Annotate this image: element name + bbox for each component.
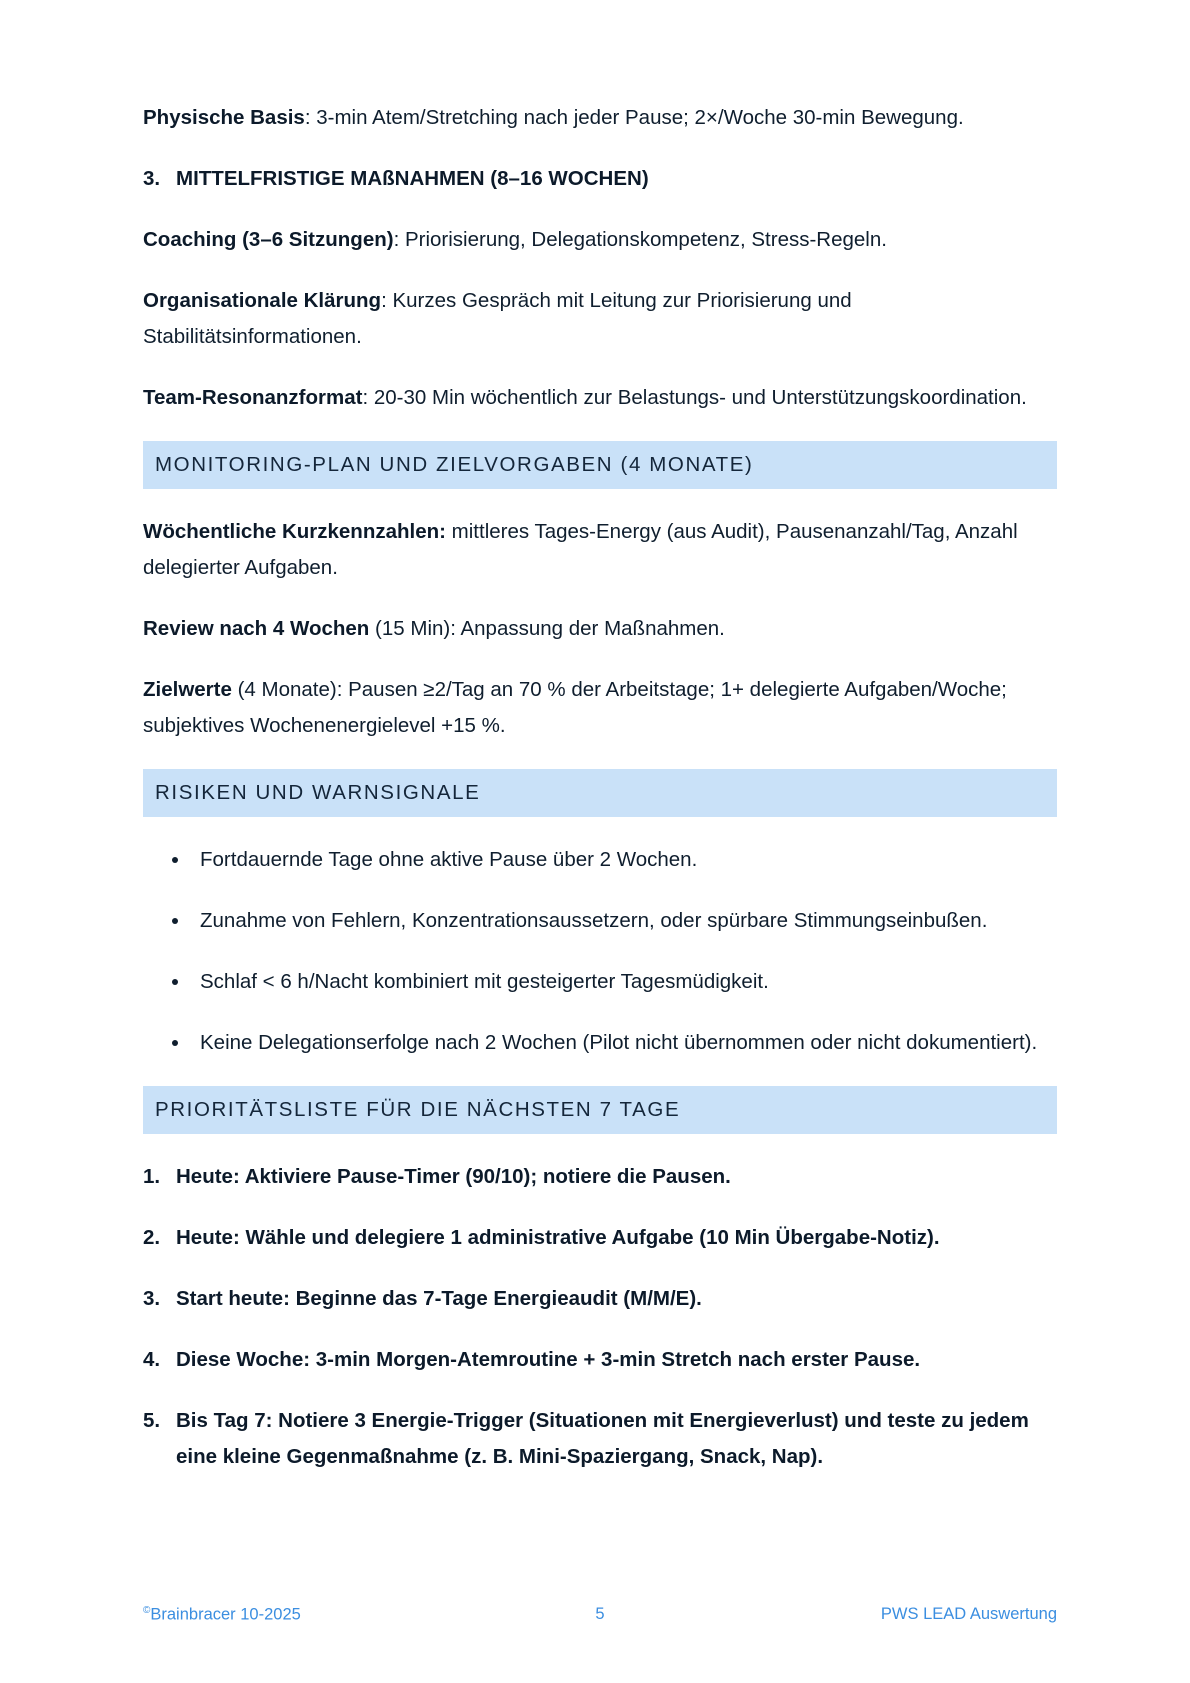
- paragraph-physische-basis: [143, 100, 1057, 136]
- paragraph-label: Review nach 4 Wochen: [143, 617, 370, 640]
- paragraph-text: : Kurzes Gespräch mit Leitung zur Priorisierung und Stabilitätsinformationen.: [143, 289, 852, 348]
- risk-list: [143, 842, 1057, 1061]
- list-item: [143, 1159, 1057, 1195]
- list-item: [143, 1403, 1057, 1475]
- copyright-mark: ©: [143, 1605, 151, 1616]
- list-item-text: Diese Woche: 3-min Morgen-Atemroutine + 3-min Stretch nach erster Pause.: [176, 1348, 921, 1371]
- paragraph-label: Organisationale Klärung: [143, 289, 382, 312]
- list-item-number: 1.: [143, 1165, 161, 1188]
- list-item: [143, 1220, 1057, 1256]
- paragraph-text: : 20-30 Min wöchentlich zur Belastungs- und Unterstützungskoordination.: [362, 386, 1027, 409]
- section-title: MITTELFRISTIGE MAßNAHMEN (8–16 WOCHEN): [176, 167, 649, 190]
- section-bar-prioritaeten: PRIORITÄTSLISTE FÜR DIE NÄCHSTEN 7 TAGE: [143, 1086, 1057, 1134]
- paragraph-text: mittleres Tages-Energy (aus Audit), Pausenanzahl/Tag, Anzahl delegierter Aufgaben.: [143, 520, 1018, 579]
- paragraph-organisationale-klaerung: [143, 283, 1057, 355]
- bullet-icon: [172, 918, 178, 924]
- paragraph-text: : Priorisierung, Delegationskompetenz, Stress-Regeln.: [393, 228, 887, 251]
- paragraph-label: Coaching (3–6 Sitzungen): [143, 228, 394, 251]
- section-bar-risiken: RISIKEN UND WARNSIGNALE: [143, 769, 1057, 817]
- section-heading-mittelfristig: [143, 161, 1057, 197]
- priority-list: [143, 1159, 1057, 1475]
- list-item: [143, 1281, 1057, 1317]
- section-number: 3.: [143, 167, 161, 190]
- paragraph-label: Team-Resonanzformat: [143, 386, 363, 409]
- paragraph-kurzkennzahlen: [143, 514, 1057, 586]
- paragraph-team-resonanzformat: [143, 380, 1057, 416]
- list-item-text: Heute: Aktiviere Pause-Timer (90/10); notiere die Pausen.: [176, 1165, 731, 1188]
- bullet-icon: [172, 1040, 178, 1046]
- list-item: [143, 1025, 1057, 1061]
- document-page: [143, 100, 1057, 1500]
- list-item-text: Start heute: Beginne das 7-Tage Energieaudit (M/M/E).: [176, 1287, 702, 1310]
- bullet-icon: [172, 857, 178, 863]
- page-footer: [143, 1605, 1057, 1629]
- footer-left-text: Brainbracer 10-2025: [150, 1605, 301, 1624]
- paragraph-zielwerte: [143, 672, 1057, 744]
- list-item-text: Heute: Wähle und delegiere 1 administrative Aufgabe (10 Min Übergabe-Notiz).: [176, 1226, 940, 1249]
- list-item-text: Keine Delegationserfolge nach 2 Wochen (Pilot nicht übernommen oder nicht dokumentiert).: [200, 1031, 1038, 1054]
- paragraph-label: Physische Basis: [143, 106, 305, 129]
- bullet-icon: [172, 979, 178, 985]
- footer-document-title: PWS LEAD Auswertung: [880, 1605, 1057, 1623]
- list-item-text: Bis Tag 7: Notiere 3 Energie-Trigger (Situationen mit Energieverlust) und teste zu jedem eine kleine Gegenmaßnahme (z. B. Mini-Spaziergang, Snack, Nap).: [176, 1409, 1029, 1468]
- list-item-number: 2.: [143, 1226, 161, 1249]
- list-item: [143, 842, 1057, 878]
- paragraph-text: (15 Min): Anpassung der Maßnahmen.: [369, 617, 725, 640]
- paragraph-label: Wöchentliche Kurzkennzahlen:: [143, 520, 446, 543]
- list-item-number: 5.: [143, 1409, 161, 1432]
- paragraph-text: : 3-min Atem/Stretching nach jeder Pause; 2×/Woche 30-min Bewegung.: [304, 106, 964, 129]
- page-number: 5: [595, 1605, 605, 1623]
- paragraph-text: (4 Monate): Pausen ≥2/Tag an 70 % der Arbeitstage; 1+ delegierte Aufgaben/Woche; subjektives Wochenenergielevel +15 %.: [143, 678, 1007, 737]
- list-item: [143, 1342, 1057, 1378]
- list-item-number: 4.: [143, 1348, 161, 1371]
- list-item-text: Fortdauernde Tage ohne aktive Pause über 2 Wochen.: [200, 848, 698, 871]
- list-item: [143, 964, 1057, 1000]
- list-item-number: 3.: [143, 1287, 161, 1310]
- paragraph-label: Zielwerte: [143, 678, 232, 701]
- list-item-text: Zunahme von Fehlern, Konzentrationsaussetzern, oder spürbare Stimmungseinbußen.: [200, 909, 988, 932]
- list-item-text: Schlaf < 6 h/Nacht kombiniert mit gesteigerter Tagesmüdigkeit.: [200, 970, 769, 993]
- list-item: [143, 903, 1057, 939]
- section-bar-monitoring: MONITORING-PLAN UND ZIELVORGABEN (4 MONATE): [143, 441, 1057, 489]
- paragraph-review: [143, 611, 1057, 647]
- paragraph-coaching: [143, 222, 1057, 258]
